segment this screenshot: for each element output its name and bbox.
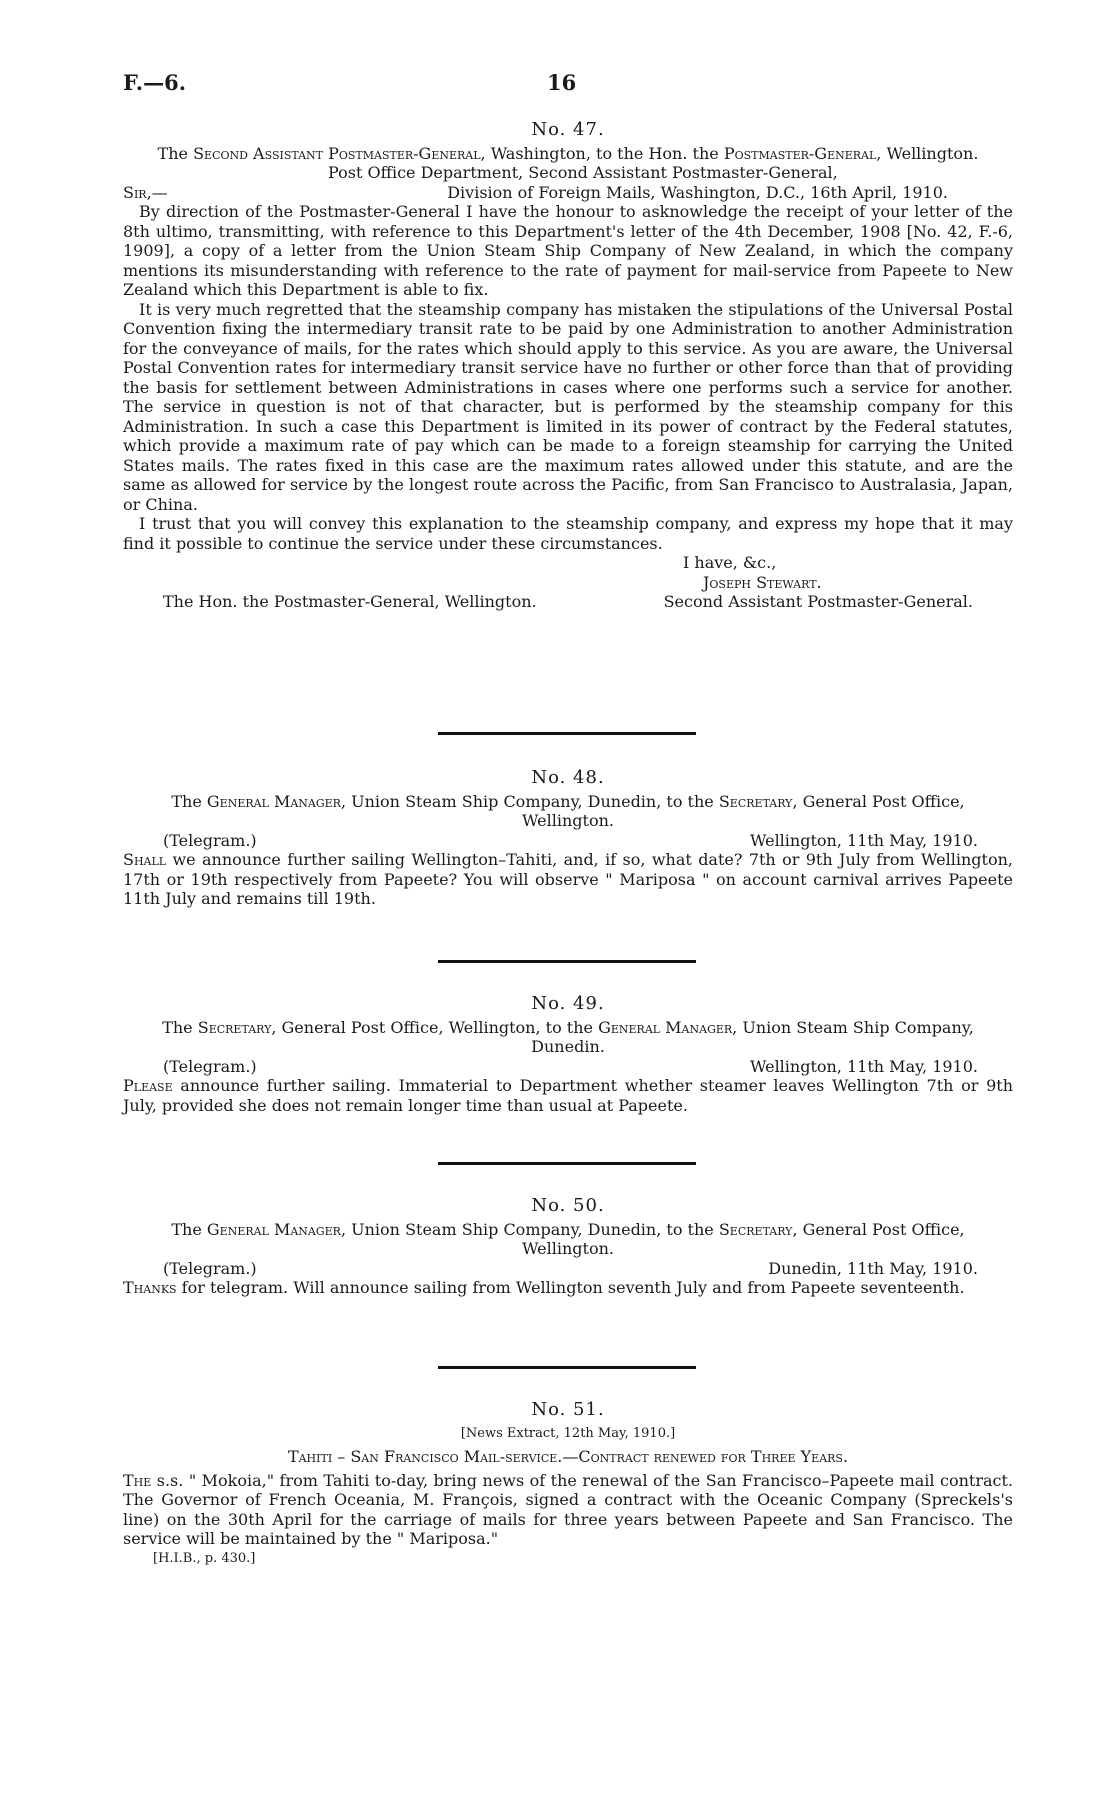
telegram-label: (Telegram.) [163,830,257,850]
paragraph: It is very much regretted that the steamship company has mistaken the stipulations of the Universal Postal Convention fixing the intermediary transit rate to be paid by one Administration to another Administration for the conveyance of mails, for the rates which should apply to this service. As you are aware, the Universal Postal Convention rates for intermediary transit service have no further or other force than that of providing the basis for settlement between Administrations in cases where one performs such a service for another. The service in question is not of that character, but is performed by the steamship company for this Administration. In such a case this Department is limited in its power of contract by the Federal statutes, which provide a maximum rate of pay which can be made to a foreign steamship for carrying the United States mails. The rates fixed in this case are the maximum rates allowed under this statute, and are the same as allowed for service by the longest route across the Pacific, from San Francisco to Australasia, Japan, or China. [123,299,1013,514]
section-number: No. 50. [531,1195,605,1216]
sender-address-line-1: Post Office Department, Second Assistant Postmaster-General, [328,163,838,182]
salutation: Sir,— [123,182,168,202]
telegram-dateline-row [123,1057,1013,1077]
section-divider [438,1162,696,1165]
sender-address-line-2: Division of Foreign Mails, Washington, D.C., 16th April, 1910. [447,182,948,202]
news-extract-no-51 [123,1400,1013,1568]
paragraph: By direction of the Postmaster-General I have the honour to asknowledge the receipt of your letter of the 8th ultimo, transmitting, with reference to this Department's letter of the 4th December, 1908 [No. 42, F.-6, 1909], a copy of a letter from the Union Steam Ship Company of New Zealand, in which the company mentions its misunderstanding with reference to the rate of payment for mail-service from Papeete to New Zealand which this Department is able to fix. [123,202,1013,299]
section-divider [438,1366,696,1369]
section-number: No. 48. [531,767,605,788]
telegram-no-49 [123,994,1013,1115]
dateline: Wellington, 11th May, 1910. [749,1056,978,1076]
addressee: The Hon. the Postmaster-General, Wellington. [163,592,537,611]
document-reference: F.—6. [123,70,187,95]
extract-reference: [H.I.B., p. 430.] [153,1550,256,1566]
telegram-body: Shall we announce further sailing Wellington–Tahiti, and, if so, what date? 7th or 9th July from Wellington, 17th or 19th respectively from Papeete? You will observe " Mariposa " on account carnival arrives Papeete 11th July and remains till 19th. [123,850,1013,908]
paragraph: I trust that you will convey this explanation to the steamship company, and express my hope that it may find it possible to continue the service under these circumstances. [123,514,1013,553]
extract-title: Tahiti – San Francisco Mail-service.—Contract renewed for Three Years. [287,1447,849,1466]
signer-name: Joseph Stewart. [703,572,822,592]
section-divider [438,732,696,735]
telegram-body: Thanks for telegram. Will announce sailing from Wellington seventh July and from Papeete seventeenth. [123,1278,965,1297]
salutation-row [123,183,1013,203]
telegram-heading: The General Manager, Union Steam Ship Company, Dunedin, to the Secretary, General Post Office, Wellington. [171,1219,965,1258]
telegram-no-50 [123,1196,1013,1298]
telegram-heading: The Secretary, General Post Office, Wellington, to the General Manager, Union Steam Ship Company, Dunedin. [162,1017,974,1056]
dateline: Wellington, 11th May, 1910. [749,830,978,850]
section-divider [438,960,696,963]
signature-row [123,592,1013,612]
telegram-dateline-row [123,1259,1013,1279]
telegram-heading: The General Manager, Union Steam Ship Company, Dunedin, to the Secretary, General Post Office, Wellington. [171,791,965,830]
extract-body: The s.s. " Mokoia," from Tahiti to-day, bring news of the renewal of the San Francisco–Papeete mail contract. The Governor of French Oceania, M. François, signed a contract with the Oceanic Company (Spreckels's line) on the 30th April for the carriage of mails for three years between Papeete and San Francisco. The service will be maintained by the " Mariposa." [123,1470,1013,1548]
section-number: No. 47. [531,119,605,140]
telegram-dateline-row [123,831,1013,851]
closing: I have, &c., [683,553,777,572]
letter-no-47 [123,120,1013,612]
section-number: No. 49. [531,993,605,1014]
telegram-label: (Telegram.) [163,1056,257,1076]
telegram-no-48 [123,768,1013,909]
telegram-label: (Telegram.) [163,1258,257,1278]
signer-title: Second Assistant Postmaster-General. [663,592,973,611]
section-number: No. 51. [531,1399,605,1420]
page-number: 16 [547,70,577,95]
extract-source: [News Extract, 12th May, 1910.] [460,1425,676,1441]
telegram-body: Please announce further sailing. Immaterial to Department whether steamer leaves Wellington 7th or 9th July, provided she does not remain longer time than usual at Papeete. [123,1076,1013,1115]
dateline: Dunedin, 11th May, 1910. [768,1258,978,1278]
letter-heading: The Second Assistant Postmaster-General, Washington, to the Hon. the Postmaster-General, Wellington. [157,143,979,163]
